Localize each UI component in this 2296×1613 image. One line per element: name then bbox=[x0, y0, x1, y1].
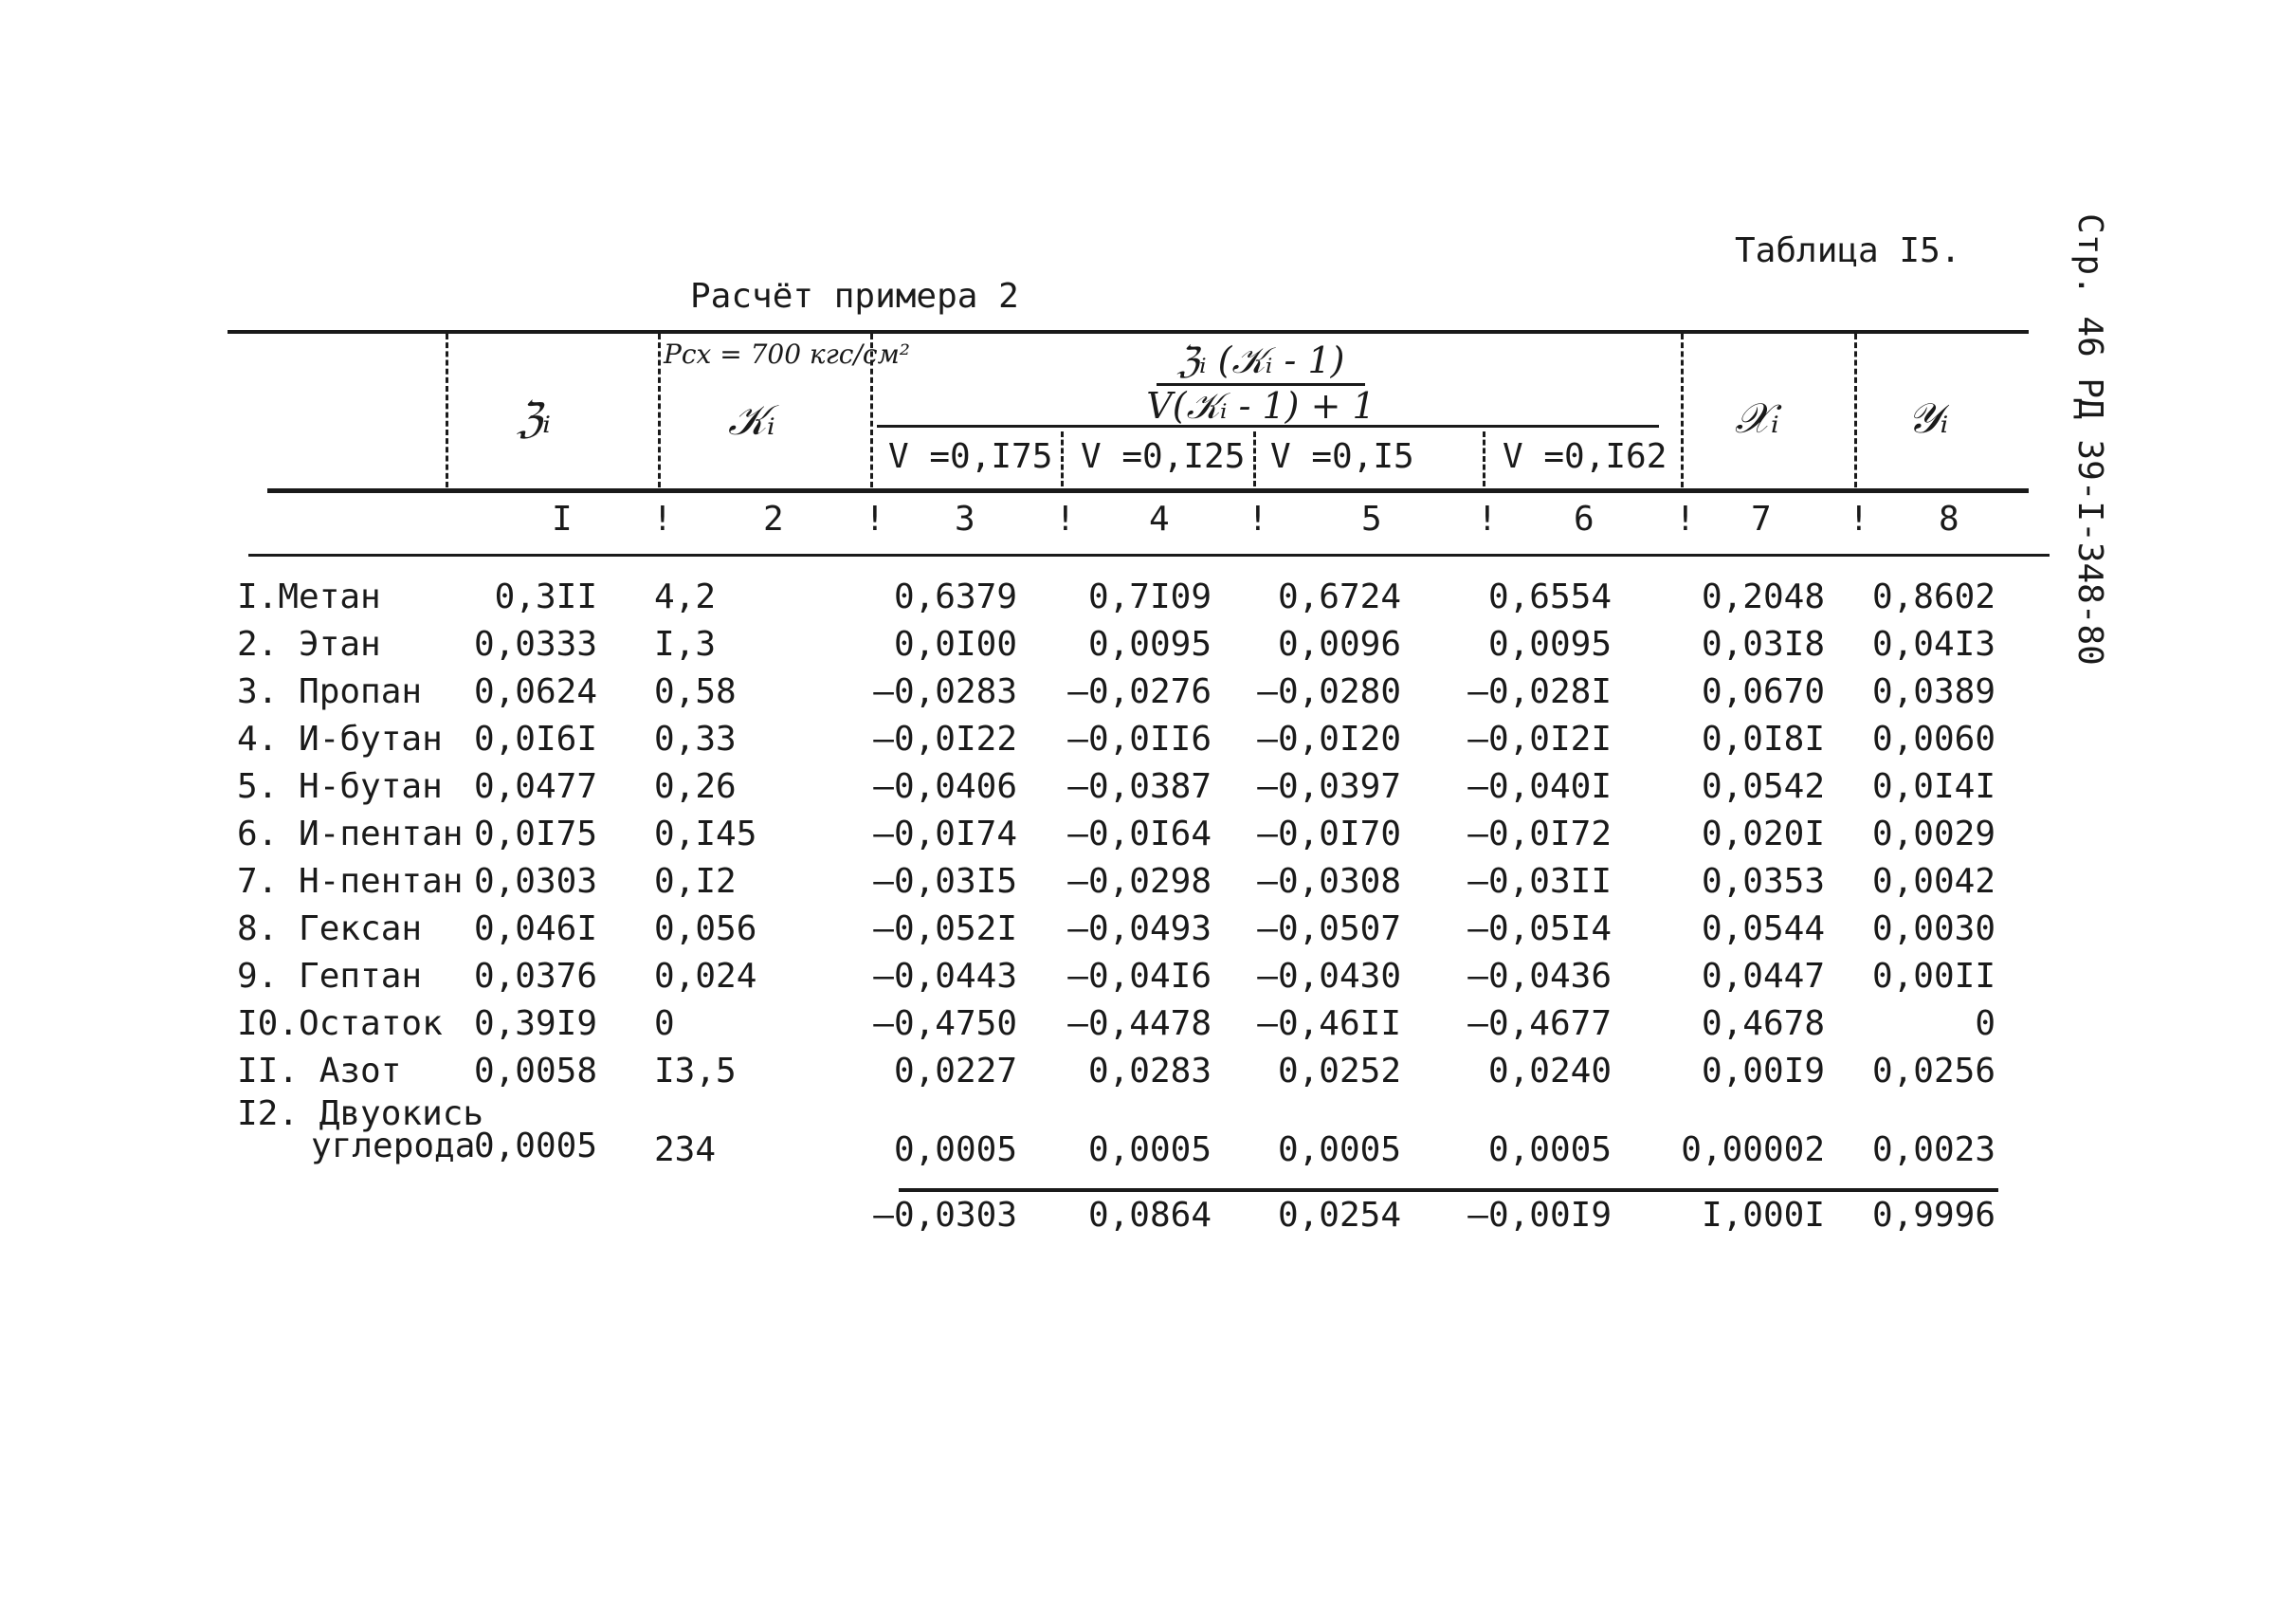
total-cell-col-6: –0,00I9 bbox=[1467, 1196, 1612, 1235]
table-cell-col-3: –0,4750 bbox=[873, 1004, 1017, 1043]
table-cell-col-3: –0,0I74 bbox=[873, 815, 1017, 853]
column-number: 2 bbox=[763, 500, 784, 539]
total-cell-col-4: 0,0864 bbox=[1087, 1196, 1212, 1235]
header-yi: 𝒴ᵢ bbox=[1907, 394, 1949, 443]
table-cell-col-5: –0,46II bbox=[1257, 1004, 1401, 1043]
table-cell-col-4: 0,0095 bbox=[1087, 625, 1212, 664]
table-cell-col-7: 0,0670 bbox=[1701, 672, 1825, 711]
table-cell-col-6: 0,0095 bbox=[1487, 625, 1612, 664]
header-pressure-condition: Pсх = 700 кгс/см² bbox=[664, 339, 911, 370]
column-separator-mark: ! bbox=[1477, 500, 1498, 539]
table-cell-col-1: 0,0624 bbox=[473, 672, 597, 711]
table-cell-col-5: –0,0280 bbox=[1257, 672, 1401, 711]
component-label: 8. Гексан bbox=[237, 909, 423, 948]
table-cell-col-2: 234 bbox=[654, 1130, 717, 1169]
table-cell-col-2: I,3 bbox=[654, 625, 717, 664]
side-page-reference: Стр. 46 РД 39-I-348-80 bbox=[2070, 213, 2109, 666]
table-cell-col-7: 0,2048 bbox=[1701, 577, 1825, 616]
table-cell-col-3: –0,052I bbox=[873, 909, 1017, 948]
header-ki: 𝒦ᵢ bbox=[728, 396, 775, 445]
table-cell-col-6: –0,040I bbox=[1467, 767, 1612, 806]
table-cell-col-8: 0 bbox=[1975, 1004, 1995, 1043]
table-cell-col-1: 0,0333 bbox=[473, 625, 597, 664]
table-cell-col-8: 0,0060 bbox=[1871, 720, 1995, 759]
table-cell-col-1: 0,0005 bbox=[473, 1127, 597, 1165]
table-cell-col-8: 0,0256 bbox=[1871, 1052, 1995, 1091]
component-label: I0.Остаток bbox=[237, 1004, 443, 1043]
table-cell-col-4: –0,0298 bbox=[1067, 862, 1212, 901]
table-cell-col-8: 0,04I3 bbox=[1871, 625, 1995, 664]
table-cell-col-8: 0,8602 bbox=[1871, 577, 1995, 616]
column-number: 3 bbox=[955, 500, 975, 539]
table-cell-col-4: –0,0II6 bbox=[1067, 720, 1212, 759]
header-bottom-rule bbox=[267, 488, 2029, 493]
column-number: 6 bbox=[1574, 500, 1594, 539]
table-cell-col-5: –0,0308 bbox=[1257, 862, 1401, 901]
column-number: I bbox=[552, 500, 573, 539]
total-cell-col-3: –0,0303 bbox=[873, 1196, 1017, 1235]
table-cell-col-2: 0,58 bbox=[654, 672, 737, 711]
component-label: 3. Пропан bbox=[237, 672, 423, 711]
table-cell-col-2: 0,024 bbox=[654, 957, 757, 996]
formula-denominator: V(𝒦ᵢ - 1) + 1 bbox=[1146, 385, 1376, 427]
component-label: I.Метан bbox=[237, 577, 381, 616]
component-label: 5. Н-бутан bbox=[237, 767, 443, 806]
header-separator bbox=[1483, 431, 1485, 486]
header-zi: ℨᵢ bbox=[517, 394, 551, 443]
table-cell-col-8: 0,0030 bbox=[1871, 909, 1995, 948]
header-xi: 𝒳ᵢ bbox=[1735, 394, 1779, 443]
table-cell-col-6: 0,0240 bbox=[1487, 1052, 1612, 1091]
table-cell-col-4: 0,0283 bbox=[1087, 1052, 1212, 1091]
column-separator-mark: ! bbox=[1055, 500, 1076, 539]
column-number: 8 bbox=[1939, 500, 1959, 539]
header-separator bbox=[1253, 431, 1256, 486]
table-cell-col-2: 0,33 bbox=[654, 720, 737, 759]
component-label: I2. Двуокись bbox=[237, 1094, 484, 1133]
table-cell-col-3: 0,0I00 bbox=[893, 625, 1017, 664]
table-cell-col-4: –0,4478 bbox=[1067, 1004, 1212, 1043]
table-cell-col-3: 0,0005 bbox=[893, 1130, 1017, 1169]
table-cell-col-8: 0,0023 bbox=[1871, 1130, 1995, 1169]
component-label: 2. Этан bbox=[237, 625, 381, 664]
table-cell-col-4: 0,7I09 bbox=[1087, 577, 1212, 616]
table-cell-col-6: –0,028I bbox=[1467, 672, 1612, 711]
header-separator bbox=[1681, 334, 1684, 487]
table-cell-col-7: 0,03I8 bbox=[1701, 625, 1825, 664]
table-cell-col-3: –0,03I5 bbox=[873, 862, 1017, 901]
table-cell-col-8: 0,0029 bbox=[1871, 815, 1995, 853]
table-cell-col-7: 0,0I8I bbox=[1701, 720, 1825, 759]
column-number-rule bbox=[248, 554, 2050, 557]
table-cell-col-6: –0,05I4 bbox=[1467, 909, 1612, 948]
component-label-continuation: углерода bbox=[311, 1127, 476, 1165]
header-separator bbox=[446, 334, 448, 487]
table-cell-col-1: 0,0I6I bbox=[473, 720, 597, 759]
table-cell-col-1: 0,0376 bbox=[473, 957, 597, 996]
column-number: 7 bbox=[1751, 500, 1772, 539]
table-cell-col-1: 0,0477 bbox=[473, 767, 597, 806]
table-cell-col-5: 0,6724 bbox=[1277, 577, 1401, 616]
column-separator-mark: ! bbox=[652, 500, 673, 539]
total-cell-col-7: I,000I bbox=[1701, 1196, 1825, 1235]
table-caption: Расчёт примера 2 bbox=[690, 277, 1019, 316]
table-label: Таблица I5. bbox=[1735, 231, 1961, 270]
table-cell-col-2: 0 bbox=[654, 1004, 675, 1043]
column-separator-mark: ! bbox=[1849, 500, 1869, 539]
table-cell-col-8: 0,0389 bbox=[1871, 672, 1995, 711]
totals-rule bbox=[899, 1188, 1998, 1192]
table-cell-col-2: I3,5 bbox=[654, 1052, 737, 1091]
header-v-value-3: V =0,I5 bbox=[1270, 437, 1414, 476]
component-label: 4. И-бутан bbox=[237, 720, 443, 759]
table-cell-col-8: 0,0042 bbox=[1871, 862, 1995, 901]
table-cell-col-7: 0,0353 bbox=[1701, 862, 1825, 901]
table-cell-col-5: –0,0507 bbox=[1257, 909, 1401, 948]
table-cell-col-4: –0,0276 bbox=[1067, 672, 1212, 711]
table-cell-col-5: 0,0005 bbox=[1277, 1130, 1401, 1169]
table-cell-col-3: 0,6379 bbox=[893, 577, 1017, 616]
column-number: 5 bbox=[1361, 500, 1382, 539]
total-cell-col-5: 0,0254 bbox=[1277, 1196, 1401, 1235]
table-cell-col-6: –0,0I2I bbox=[1467, 720, 1612, 759]
table-cell-col-3: –0,0406 bbox=[873, 767, 1017, 806]
table-cell-col-8: 0,0I4I bbox=[1871, 767, 1995, 806]
column-separator-mark: ! bbox=[1675, 500, 1696, 539]
table-cell-col-3: –0,0283 bbox=[873, 672, 1017, 711]
table-cell-col-1: 0,0I75 bbox=[473, 815, 597, 853]
table-cell-col-2: 0,I45 bbox=[654, 815, 757, 853]
total-cell-col-8: 0,9996 bbox=[1871, 1196, 1995, 1235]
table-cell-col-6: –0,03II bbox=[1467, 862, 1612, 901]
header-separator bbox=[1854, 334, 1857, 487]
table-cell-col-6: –0,4677 bbox=[1467, 1004, 1612, 1043]
table-cell-col-6: 0,0005 bbox=[1487, 1130, 1612, 1169]
table-cell-col-4: –0,0I64 bbox=[1067, 815, 1212, 853]
table-cell-col-5: 0,0252 bbox=[1277, 1052, 1401, 1091]
table-cell-col-7: 0,4678 bbox=[1701, 1004, 1825, 1043]
table-cell-col-1: 0,3II bbox=[494, 577, 597, 616]
table-cell-col-1: 0,0058 bbox=[473, 1052, 597, 1091]
table-cell-col-1: 0,0303 bbox=[473, 862, 597, 901]
table-cell-col-3: –0,0I22 bbox=[873, 720, 1017, 759]
table-cell-col-1: 0,39I9 bbox=[473, 1004, 597, 1043]
table-cell-col-4: 0,0005 bbox=[1087, 1130, 1212, 1169]
table-cell-col-2: 0,26 bbox=[654, 767, 737, 806]
table-cell-col-4: –0,0387 bbox=[1067, 767, 1212, 806]
table-cell-col-3: –0,0443 bbox=[873, 957, 1017, 996]
header-separator bbox=[1061, 431, 1064, 486]
table-cell-col-6: –0,0436 bbox=[1467, 957, 1612, 996]
table-cell-col-5: –0,0397 bbox=[1257, 767, 1401, 806]
column-separator-mark: ! bbox=[1248, 500, 1268, 539]
component-label: II. Азот bbox=[237, 1052, 402, 1091]
header-top-rule bbox=[228, 330, 2029, 334]
table-cell-col-7: 0,0544 bbox=[1701, 909, 1825, 948]
header-v-value-1: V =0,I75 bbox=[888, 437, 1053, 476]
table-cell-col-3: 0,0227 bbox=[893, 1052, 1017, 1091]
column-separator-mark: ! bbox=[865, 500, 885, 539]
table-cell-col-2: 4,2 bbox=[654, 577, 717, 616]
table-cell-col-4: –0,0493 bbox=[1067, 909, 1212, 948]
header-v-value-4: V =0,I62 bbox=[1503, 437, 1667, 476]
formula-numerator: ℨᵢ (𝒦ᵢ - 1) bbox=[1176, 339, 1345, 381]
column-number: 4 bbox=[1149, 500, 1170, 539]
component-label: 7. Н-пентан bbox=[237, 862, 464, 901]
table-cell-col-5: –0,0I20 bbox=[1257, 720, 1401, 759]
table-cell-col-7: 0,0542 bbox=[1701, 767, 1825, 806]
table-cell-col-4: –0,04I6 bbox=[1067, 957, 1212, 996]
table-cell-col-6: 0,6554 bbox=[1487, 577, 1612, 616]
table-cell-col-5: 0,0096 bbox=[1277, 625, 1401, 664]
table-cell-col-7: 0,020I bbox=[1701, 815, 1825, 853]
header-separator bbox=[658, 334, 661, 487]
table-cell-col-8: 0,00II bbox=[1871, 957, 1995, 996]
table-cell-col-2: 0,056 bbox=[654, 909, 757, 948]
component-label: 6. И-пентан bbox=[237, 815, 464, 853]
table-cell-col-5: –0,0430 bbox=[1257, 957, 1401, 996]
table-cell-col-7: 0,00I9 bbox=[1701, 1052, 1825, 1091]
component-label: 9. Гептан bbox=[237, 957, 423, 996]
table-cell-col-6: –0,0I72 bbox=[1467, 815, 1612, 853]
table-cell-col-1: 0,046I bbox=[473, 909, 597, 948]
table-cell-col-7: 0,00002 bbox=[1681, 1130, 1825, 1169]
table-cell-col-7: 0,0447 bbox=[1701, 957, 1825, 996]
table-cell-col-5: –0,0I70 bbox=[1257, 815, 1401, 853]
table-cell-col-2: 0,I2 bbox=[654, 862, 737, 901]
header-v-value-2: V =0,I25 bbox=[1081, 437, 1246, 476]
